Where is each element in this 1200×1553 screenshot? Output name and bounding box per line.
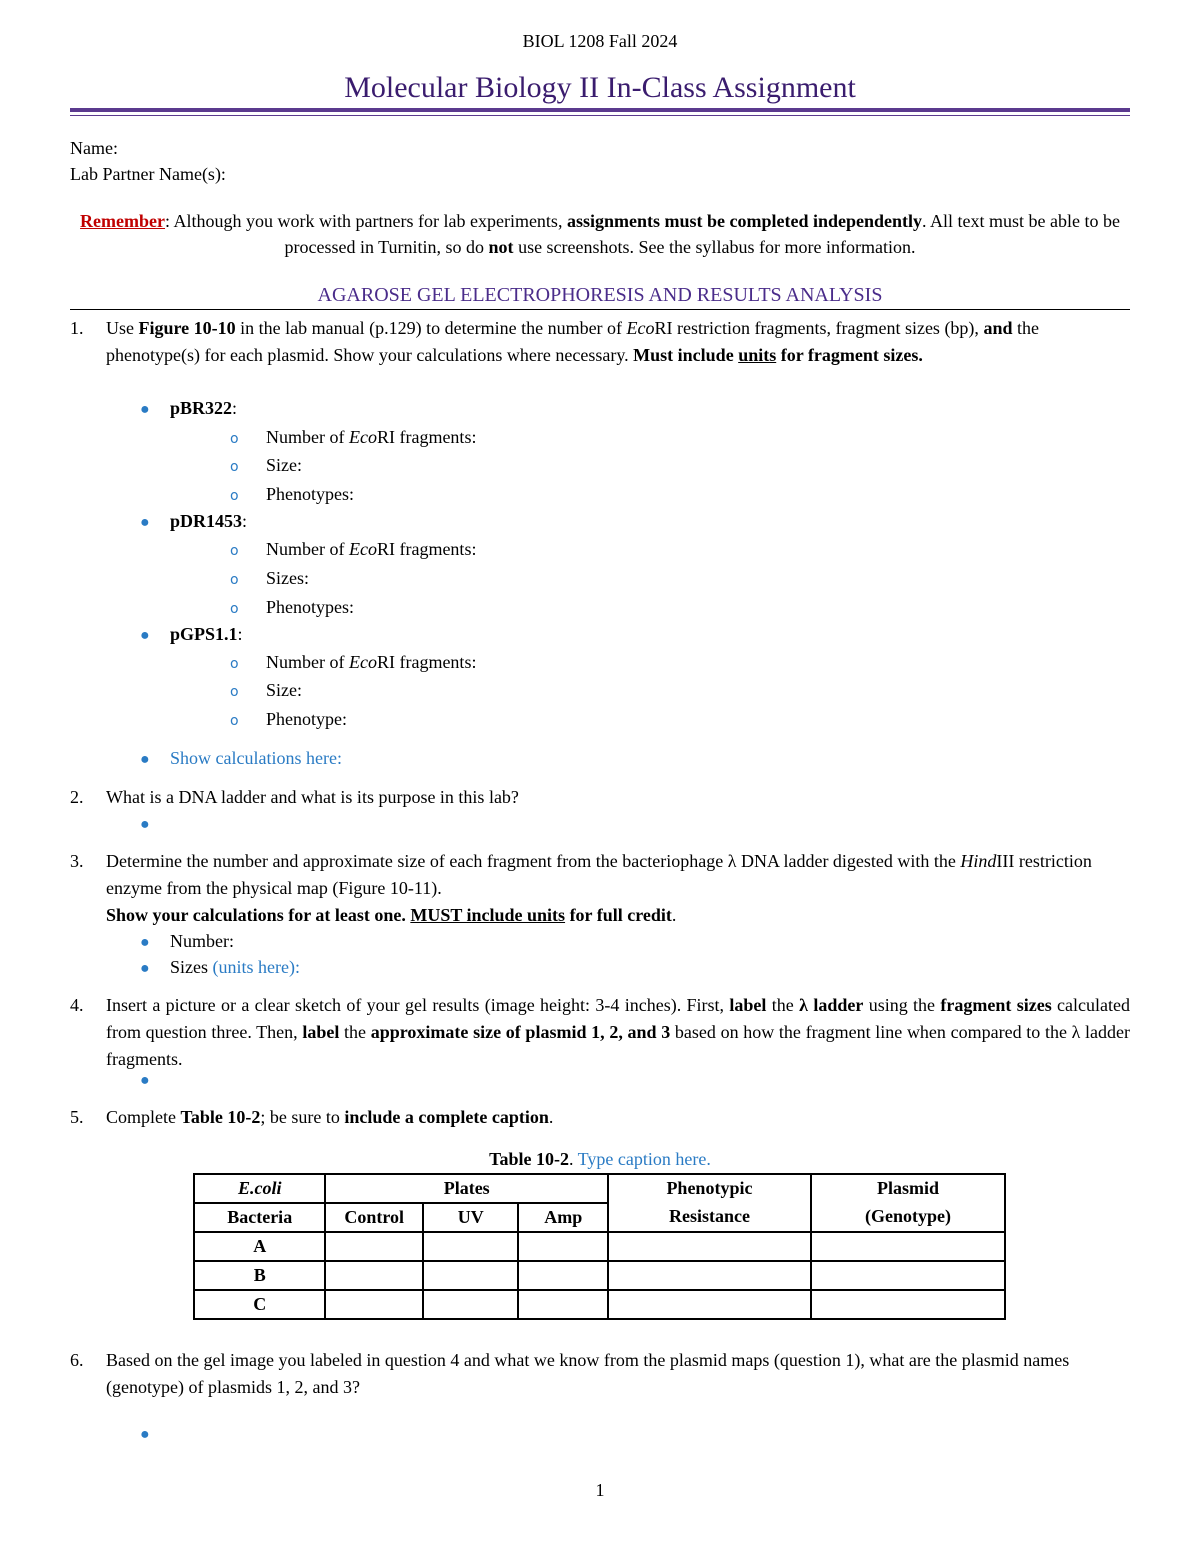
sub-text: Size: — [266, 680, 302, 700]
question-text: What is a DNA ladder and what is its purpose in this lab? — [106, 787, 519, 807]
question-text — [106, 315, 1130, 369]
sub-italic: Eco — [348, 652, 377, 672]
remember-bold: assignments must be completed independently — [566, 211, 922, 231]
plasmid-pbr322 — [140, 395, 237, 422]
answer-bullet[interactable] — [140, 1420, 170, 1447]
table-cell[interactable] — [811, 1232, 1005, 1261]
partner-field — [70, 161, 1130, 188]
table-header-row — [194, 1203, 1005, 1232]
partner-label: Lab Partner Name(s): — [70, 164, 226, 184]
q-italic: Eco — [626, 318, 655, 338]
sub-text: RI fragments: — [376, 427, 477, 447]
calc-prompt: Show calculations here: — [170, 748, 342, 768]
q-bold: include a complete caption — [344, 1107, 549, 1127]
page-title: Molecular Biology II In-Class Assignment — [344, 71, 856, 104]
q-bold-underline: MUST include units — [410, 905, 566, 925]
table-cell[interactable] — [518, 1290, 608, 1319]
sub-item — [230, 706, 347, 733]
question-text — [106, 992, 1130, 1073]
q-bold: λ ladder — [799, 995, 864, 1015]
header-cell: Amp — [518, 1203, 608, 1232]
q-text: calculated from question three. Then, — [106, 995, 1131, 1042]
remember-text: . All text must be able to be processed in Turnitin, so do — [284, 211, 1120, 258]
header-cell: Control — [325, 1203, 423, 1232]
plasmid-name: pGPS1.1 — [170, 624, 238, 644]
table-cell[interactable] — [608, 1261, 811, 1290]
circle-bullet-icon: o — [230, 713, 239, 729]
sub-text: Phenotypes: — [266, 597, 354, 617]
bullet-icon: ● — [140, 751, 150, 768]
table-cell[interactable] — [518, 1232, 608, 1261]
q-text: ; be sure to — [260, 1107, 345, 1127]
header-cell: Bacteria — [194, 1203, 325, 1232]
sub-item — [230, 536, 476, 563]
bullet-icon: ● — [140, 934, 150, 951]
table-cell[interactable] — [423, 1290, 518, 1319]
colon: : — [242, 511, 248, 531]
q-text: III restriction enzyme from the physical map (Figure 10-11). — [106, 851, 1092, 898]
header-cell: Resistance — [608, 1203, 811, 1232]
q-text: . — [548, 1107, 554, 1127]
circle-bullet-icon: o — [230, 431, 239, 447]
circle-bullet-icon: o — [230, 488, 239, 504]
circle-bullet-icon: o — [230, 543, 239, 559]
sub-text: Phenotypes: — [266, 484, 354, 504]
bullet-icon: ● — [140, 1072, 150, 1089]
row-label: C — [194, 1290, 325, 1319]
sizes-bullet — [140, 954, 300, 981]
sub-text: Size: — [266, 455, 302, 475]
sub-item — [230, 452, 302, 479]
answer-bullet[interactable] — [140, 1066, 170, 1093]
table-cell[interactable] — [608, 1232, 811, 1261]
colon: : — [237, 624, 243, 644]
table-cell[interactable] — [325, 1232, 423, 1261]
header-cell: Plasmid — [811, 1174, 1005, 1203]
table-cell[interactable] — [423, 1261, 518, 1290]
q-italic: Hind — [960, 851, 997, 871]
q-text: the — [766, 995, 800, 1015]
q-bold: label — [729, 995, 767, 1015]
bullet-icon: ● — [140, 960, 150, 977]
sub-text: Sizes: — [266, 568, 309, 588]
remember-note — [70, 208, 1130, 260]
circle-bullet-icon: o — [230, 656, 239, 672]
question-number: 4. — [70, 995, 84, 1015]
table-cell[interactable] — [325, 1261, 423, 1290]
remember-text: : Although you work with partners for lab experiments, — [165, 211, 567, 231]
bullet-icon: ● — [140, 816, 150, 833]
q-text: . — [671, 905, 677, 925]
name-label: Name: — [70, 138, 118, 158]
question-3 — [70, 848, 1130, 929]
caption-placeholder[interactable]: Type caption here. — [577, 1149, 711, 1169]
bullet-icon: ● — [140, 1426, 150, 1443]
bullet-icon: ● — [140, 401, 150, 418]
table-cell[interactable] — [325, 1290, 423, 1319]
question-6 — [70, 1347, 1130, 1401]
circle-bullet-icon: o — [230, 459, 239, 475]
sub-item — [230, 481, 354, 508]
q-bold: Figure 10-10 — [138, 318, 236, 338]
circle-bullet-icon: o — [230, 684, 239, 700]
plasmid-name: pDR1453 — [170, 511, 243, 531]
q-bold-underline: units — [738, 345, 777, 365]
header-cell: (Genotype) — [811, 1203, 1005, 1232]
sub-item — [230, 565, 309, 592]
q-text: based on how the fragment line when compared to the λ ladder fragments. — [106, 1022, 1130, 1069]
section-heading: AGAROSE GEL ELECTROPHORESIS AND RESULTS ANALYSIS — [70, 282, 1130, 310]
q-text: RI restriction fragments, fragment sizes (bp), — [654, 318, 984, 338]
answer-bullet[interactable] — [140, 810, 170, 837]
table-row — [194, 1290, 1005, 1319]
sub-text: Number of — [266, 652, 349, 672]
caption-bold: Table 10-2 — [489, 1149, 569, 1169]
sub-text: RI fragments: — [376, 652, 477, 672]
q-text: using the — [863, 995, 941, 1015]
q-text: Determine the number and approximate size of each fragment from the bacteriophage λ DNA ladder digested with the — [106, 851, 961, 871]
q-bold: for full credit — [565, 905, 672, 925]
row-label: A — [194, 1232, 325, 1261]
name-field — [70, 135, 1130, 162]
question-5 — [70, 1104, 1130, 1131]
question-2 — [70, 784, 1130, 811]
q-bold: approximate size of plasmid 1, 2, and 3 — [370, 1022, 671, 1042]
header-cell: Phenotypic — [608, 1174, 811, 1203]
sub-item — [230, 594, 354, 621]
calculations-bullet — [140, 745, 342, 772]
header-ecoli: E.coli — [237, 1177, 282, 1198]
q-bold: for fragment sizes. — [776, 345, 923, 365]
sub-text: Number of — [266, 539, 349, 559]
question-number: 2. — [70, 787, 84, 807]
circle-bullet-icon: o — [230, 601, 239, 617]
question-1 — [70, 315, 1130, 369]
table-row — [194, 1232, 1005, 1261]
table-cell[interactable] — [608, 1290, 811, 1319]
sub-italic: Eco — [348, 539, 377, 559]
q-bold: Must include — [633, 345, 739, 365]
sizes-units: (units here): — [212, 957, 300, 977]
sub-item — [230, 649, 476, 676]
table-cell[interactable] — [518, 1261, 608, 1290]
q-text: the — [339, 1022, 371, 1042]
q-bold: and — [983, 318, 1013, 338]
q-bold: fragment sizes — [940, 995, 1052, 1015]
question-4 — [70, 992, 1130, 1073]
plasmid-pgps1-1 — [140, 621, 243, 648]
remember-bold: not — [488, 237, 514, 258]
page-number: 1 — [595, 1480, 605, 1500]
sub-text: Phenotype: — [266, 709, 347, 729]
q-text: in the lab manual (p.129) to determine the number of — [235, 318, 627, 338]
remember-label: Remember — [80, 211, 166, 231]
q-bold: Show your calculations for at least one. — [106, 905, 411, 925]
table-row — [194, 1261, 1005, 1290]
circle-bullet-icon: o — [230, 572, 239, 588]
question-number: 3. — [70, 851, 84, 871]
q-bold: label — [302, 1022, 340, 1042]
colon: : — [232, 398, 238, 418]
question-number: 6. — [70, 1350, 84, 1370]
plasmid-pdr1453 — [140, 508, 247, 535]
sub-text: RI fragments: — [376, 539, 477, 559]
bullet-icon: ● — [140, 514, 150, 531]
sub-italic: Eco — [348, 427, 377, 447]
q-text: Insert a picture or a clear sketch of your gel results (image height: 3-4 inches). First, — [106, 995, 730, 1015]
q-text: the phenotype(s) for each plasmid. Show your calculations where necessary. — [106, 318, 1039, 365]
bullet-icon: ● — [140, 627, 150, 644]
header-cell — [194, 1174, 325, 1203]
question-text — [106, 1104, 1130, 1131]
plasmid-name: pBR322 — [170, 398, 233, 418]
table-cell[interactable] — [423, 1232, 518, 1261]
table-caption — [0, 1146, 1200, 1173]
title-rule — [70, 108, 1130, 112]
question-number: 1. — [70, 318, 84, 338]
results-table — [193, 1173, 1006, 1320]
table-cell[interactable] — [811, 1261, 1005, 1290]
caption-dot: . — [568, 1149, 578, 1169]
question-text — [106, 848, 1130, 929]
row-label: B — [194, 1261, 325, 1290]
sub-item — [230, 677, 302, 704]
question-text: Based on the gel image you labeled in question 4 and what we know from the plasmid maps (question 1), what are the plasmid names (genotype) of plasmids 1, 2, and 3? — [106, 1350, 1070, 1397]
q-text: Complete — [106, 1107, 181, 1127]
course-header: BIOL 1208 Fall 2024 — [522, 31, 678, 51]
question-number: 5. — [70, 1107, 84, 1127]
table-cell[interactable] — [811, 1290, 1005, 1319]
sub-item — [230, 424, 476, 451]
header-cell: UV — [423, 1203, 518, 1232]
q-text: Use — [106, 318, 139, 338]
q-bold: Table 10-2 — [180, 1107, 261, 1127]
sizes-label: Sizes — [170, 957, 213, 977]
table-header-row — [194, 1174, 1005, 1203]
number-label: Number: — [170, 931, 234, 951]
header-cell: Plates — [325, 1174, 608, 1203]
number-bullet — [140, 928, 234, 955]
remember-text: use screenshots. See the syllabus for more information. — [513, 237, 916, 258]
title-rule-thin — [70, 115, 1130, 116]
sub-text: Number of — [266, 427, 349, 447]
